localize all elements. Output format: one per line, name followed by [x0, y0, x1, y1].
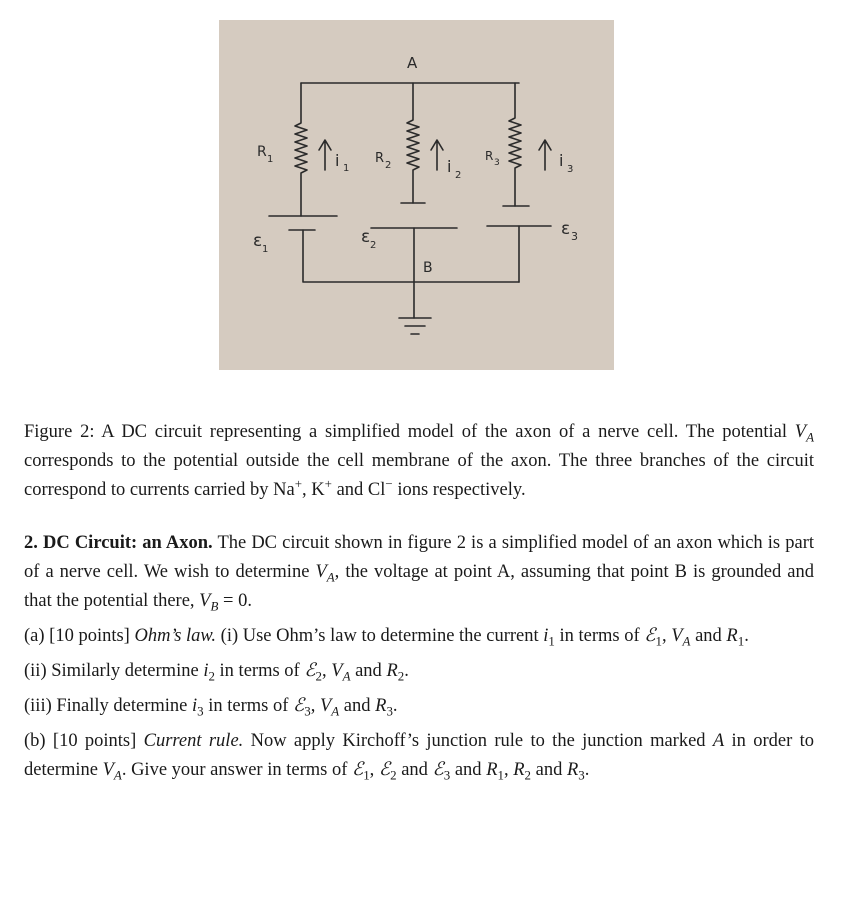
e2-sub: 2	[370, 240, 377, 251]
i2-sub: 2	[455, 170, 462, 181]
r2-label: R	[375, 151, 385, 166]
problem-section	[24, 529, 814, 785]
node-b-label: B	[423, 260, 433, 276]
i2-label: i	[447, 157, 452, 176]
part-a-ii: (ii) Similarly determine $i_2$ in terms of ℰ$_2$, $V_A$ and $R_2$.	[24, 661, 409, 684]
current-arrow-2	[431, 140, 443, 170]
figure-caption: Figure 2: A DC circuit representing a simplified model of the axon of a nerve cell. The potential $V_A$ corresponds to the potential outside the cell membrane of the axon. The three branches of the circuit correspond to currents carried by Na+, K+ and Cl− ions respectively.	[24, 422, 815, 500]
i3-sub: 3	[567, 164, 574, 175]
part-a-title: Ohm’s law.	[134, 626, 217, 646]
e3-sub: 3	[571, 230, 578, 243]
branch-1-bottom	[303, 230, 519, 282]
i1-label: i	[335, 151, 340, 170]
e2-label: ε	[361, 227, 371, 247]
problem-intro: 2. DC Circuit: an Axon. The DC circuit shown in figure 2 is a simplified model of an axon which is part of a nerve cell. We wish to determine $V_A$, the voltage at point A, assuming that point B is grounded and that the potential there, $V_B = 0$.	[24, 533, 814, 614]
part-b-title: Current rule.	[143, 731, 244, 751]
current-arrow-1	[319, 140, 331, 170]
circuit-diagram	[219, 20, 614, 370]
branch-1-wire	[295, 83, 307, 216]
e3-label: ε	[561, 219, 571, 239]
r1-sub: 1	[267, 154, 274, 165]
caption-lead: Figure 2:	[24, 422, 95, 442]
i1-sub: 1	[343, 163, 350, 174]
part-b: (b) [10 points] Current rule. Now apply Kirchoff’s junction rule to the junction marked A in order to determine $V_A$. Give your answer in terms of ℰ$_1$, ℰ$_2$ and ℰ$_3$ and $R_1$, $R_2$ and $R_3$.	[24, 731, 815, 783]
ground-symbol	[399, 318, 431, 334]
i3-label: i	[559, 151, 564, 170]
r2-sub: 2	[385, 160, 392, 171]
circuit-figure	[219, 20, 614, 370]
e1-label: ε	[253, 231, 263, 251]
part-a: (a) [10 points] Ohm’s law. (i) Use Ohm’s law to determine the current $i_1$ in terms of ℰ$_1$, $V_A$ and $R_1$.	[24, 626, 749, 649]
problem-heading: 2. DC Circuit: an Axon.	[24, 533, 213, 553]
r3-label: R	[485, 149, 494, 163]
r3-sub: 3	[494, 158, 500, 168]
e1-sub: 1	[262, 244, 269, 255]
r1-label: R	[257, 144, 267, 160]
branch-3-wire	[509, 83, 521, 206]
part-a-iii: (iii) Finally determine $i_3$ in terms of ℰ$_3$, $V_A$ and $R_3$.	[24, 696, 398, 719]
branch-2-wire	[407, 83, 419, 203]
node-a-label: A	[407, 54, 418, 72]
current-arrow-3	[539, 140, 551, 170]
